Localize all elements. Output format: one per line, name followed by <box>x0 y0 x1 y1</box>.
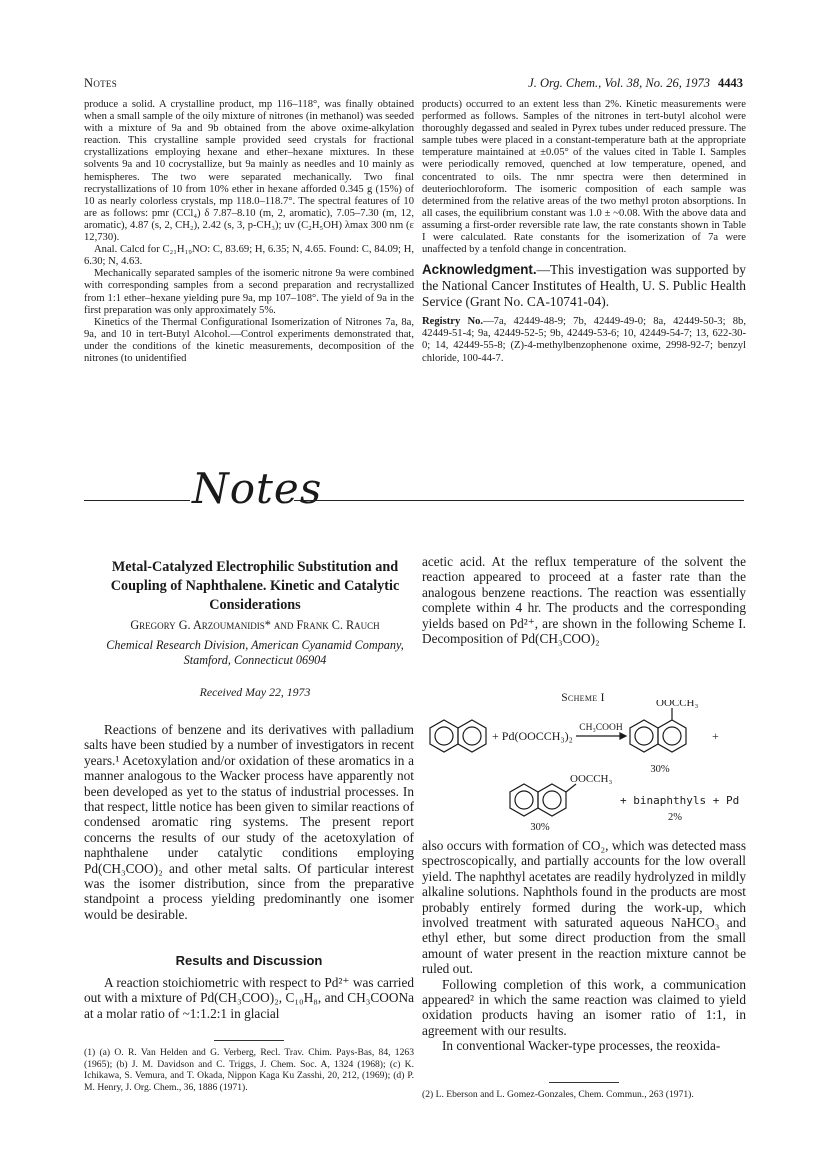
acknowledgment <box>422 262 746 310</box>
right-column-upper <box>422 554 746 646</box>
product2-group-label: OOCCH₃ <box>570 773 613 785</box>
article-affiliation: Chemical Research Division, American Cyanamid Company, Stamford, Connecticut 06904 <box>106 638 404 667</box>
paragraph: Mechanically separated samples of the isomeric nitrone 9a were combined with corresponding samples from a second preparation and recrystallized from 1:1 ether–hexane yielding pure 9a, mp 107–108°. The yield of 9a in the first preparation was only approximately 5%. <box>84 268 414 316</box>
product1-yield: 30% <box>650 764 670 775</box>
registry-heading: Registry No. <box>422 316 484 328</box>
footnote-rule <box>549 1082 619 1083</box>
running-header-section: Notes <box>84 76 118 90</box>
plus-sign: + <box>712 729 719 743</box>
intro-paragraph-block <box>84 722 414 922</box>
footnote-1: (1) (a) O. R. Van Helden and G. Verberg, Recl. Trav. Chim. Pays-Bas, 84, 1263 (1965); (b) J. M. Davidson and C. Triggs, J. Chem. Soc. A, 1324 (1968); (c) K. Ichikawa, S. Vemura, and T. Okada, Nippon Kaga Ku Zasshi, 20, 212, (1969); (d) P. M. Henry, J. Org. Chem., 36, 1886 (1971). <box>84 1047 414 1093</box>
reagent-label: + Pd(OOCCH₃)₂ <box>492 729 573 743</box>
results-paragraph-block <box>84 975 414 1021</box>
alpha-naphthyl-acetate-structure <box>630 708 686 752</box>
paragraph: products) occurred to an extent less than 2%. Kinetic measurements were performed as follows. Samples of the nitrones in tert-butyl alcohol were thoroughly degassed and sealed in Pyrex tubes under reduced pressure. The sample tubes were placed in a constant-temperature bath at the appropriate temperature maintained at ±0.05° of the values cited in Table I. Samples were periodically removed, quenched at low temperature, opened, and concentrated to oils. The nmr spectra were then determined in deuteriochloroform. The isomeric composition of each sample was determined from the relative areas of the two methyl proton absorptions. In all cases, the equilibrium constant was 1.0 ± ~0.08. With the above data and assuming a first-order reversible rate law, the rate constants shown in Table I were calculated. Rate constants for the isomerization of 7a were unaffected by a tenfold change in concentration. <box>422 99 746 256</box>
footnote-area-right <box>422 1082 746 1101</box>
paragraph: In conventional Wacker-type processes, the reoxida- <box>442 1038 721 1054</box>
notes-banner <box>84 464 744 514</box>
right-column-lower <box>422 838 746 1054</box>
section-heading: Results and Discussion <box>175 953 323 968</box>
top-right-column <box>422 99 746 365</box>
arrow-head <box>620 733 626 739</box>
acknowledgment-text: —This investigation was supported by the National Cancer Institutes of Health, U. S. Public Health Service (Grant No. CA-10741-04). <box>422 262 746 310</box>
received-date: Received May 22, 1973 <box>199 685 311 699</box>
side-products-yield: 2% <box>668 812 682 823</box>
paragraph-kinetics: Kinetics of the Thermal Configurational Isomerization of Nitrones 7a, 8a, 9a, and 10 in tert-Butyl Alcohol.—Control experiments demonstrated that, under the conditions of the kinetic measurements, decomposition of the nitrones (to unidentified <box>84 316 414 364</box>
paragraph: Following completion of this work, a communication appeared² in which the same reaction was claimed to yield oxidation products having an isomer ratio of 1:1, in agreement with our results. <box>422 976 746 1038</box>
paragraph: also occurs with formation of CO₂, which was detected mass spectroscopically, and partially accounts for the low overall yield. The naphthyl acetates are readily hydrolyzed in mildly alkaline solutions. Naphthols found in the products are most probably entirely formed during the work-up, which involved treatment with saturated aqueous NaHCO₃ and ethyl ether, but some direct production from the small amount of water present in the reaction mixture cannot be ruled out. <box>422 838 746 977</box>
banner-rule-left <box>84 500 190 501</box>
banner-title: Notes <box>192 464 323 513</box>
side-products-label: + binaphthyls + Pd <box>620 794 740 807</box>
top-left-column <box>84 99 414 365</box>
acknowledgment-heading: Acknowledgment. <box>422 262 537 278</box>
journal-citation: J. Org. Chem., Vol. 38, No. 26, 1973 <box>528 76 710 90</box>
footnote-area-left <box>84 1040 414 1093</box>
product1-group-label: OOCCH₃ <box>656 700 699 709</box>
paragraph: produce a solid. A crystalline product, mp 116–118°, was finally obtained when a small sample of the oily mixture of nitrones (in methanol) was seeded with a mixture of 9a and 9b obtained from the above oxime-alkylation reaction. This crystalline sample provided seed crystals for fractional crystallizations employing hexane and ether–hexane mixtures. In these solvents 9a and 10 cocrystallize, but 9a mainly as needles and 10 mainly as hemispheres. The two were separated mechanically. Two final recrystallizations of 10 from 10% ether in hexane afforded 0.345 g (15%) of 10 as nearly colorless crystals, mp 118.0–118.7°. The spectral features of 10 are as follows: pmr (CCl₄) δ 7.87–8.10 (m, 2, aromatic), 7.05–7.30 (m, 12, aromatic), 4.87 (s, 2, CH₂), 2.42 (s, 3, p-CH₃); uv (C₂H₅OH) λmax 300 nm (ε 12,730). <box>84 99 414 244</box>
scheme-diagram <box>420 700 750 832</box>
naphthalene-structure <box>430 720 486 752</box>
footnote-2: (2) L. Eberson and L. Gomez-Gonzales, Chem. Commun., 263 (1971). <box>422 1089 694 1100</box>
product2-yield: 30% <box>530 822 550 832</box>
banner-rule-right <box>294 500 744 501</box>
page-number: 4443 <box>718 76 743 90</box>
arrow-label: CH₃COOH <box>579 723 623 733</box>
footnote-rule <box>214 1040 284 1041</box>
paragraph: Reactions of benzene and its derivatives with palladium salts have been studied by a number of investigators in recent years.¹ Acetoxylation and/or oxidation of these aromatics in a manner analogous to the Wacker process have apparently not been developed as yet to the status of industrial processes. In that respect, little notice has been given to similar reactions of condensed aromatic ring systems. The present report concerns the results of our study of the acetoxylation of naphthalene under catalytic conditions employing Pd(CH₃COO)₂ and other metal salts. Of particular interest was the isomer distribution, since from the preparative standpoint a process yielding predominantly one isomer would be desirable. <box>84 722 414 922</box>
registry-numbers <box>422 316 746 364</box>
beta-naphthyl-acetate-structure <box>510 784 576 816</box>
running-header-journal <box>528 76 743 91</box>
scheme-label: Scheme I <box>561 692 605 704</box>
paragraph: acetic acid. At the reflux temperature of the solvent the reaction appeared to proceed at a faster rate than the analogous benzene reactions. The reaction was essentially complete within 4 hr. The products and the corresponding yields based on Pd²⁺, are shown in the following Scheme I. Decomposition of Pd(CH₃COO)₂ <box>422 554 746 647</box>
paragraph: A reaction stoichiometric with respect to Pd²⁺ was carried out with a mixture of Pd(CH₃COO)₂, C₁₀H₈, and CH₃COONa at a molar ratio of ~1:1.2:1 in glacial <box>84 975 414 1021</box>
article-title: Metal-Catalyzed Electrophilic Substitution and Coupling of Naphthalene. Kinetic and Catalytic Considerations <box>110 559 400 613</box>
article-authors: Gregory G. Arzoumanidis* and Frank C. Rauch <box>130 618 380 632</box>
registry-text: —7a, 42449-48-9; 7b, 42449-49-0; 8a, 42449-50-3; 8b, 42449-51-4; 9a, 42449-52-5; 9b, 42449-53-6; 10, 42449-54-7; 13, 622-30-0; 14, 42449-55-8; (Z)-4-methylbenzophenone oxime, 2998-92-7; benzyl chloride, 100-44-7. <box>422 316 746 364</box>
paragraph-analysis: Anal. Calcd for C₂₁H₁₉NO: C, 83.69; H, 6.35; N, 4.65. Found: C, 84.09; H, 6.30; N, 4.63. <box>84 244 414 268</box>
